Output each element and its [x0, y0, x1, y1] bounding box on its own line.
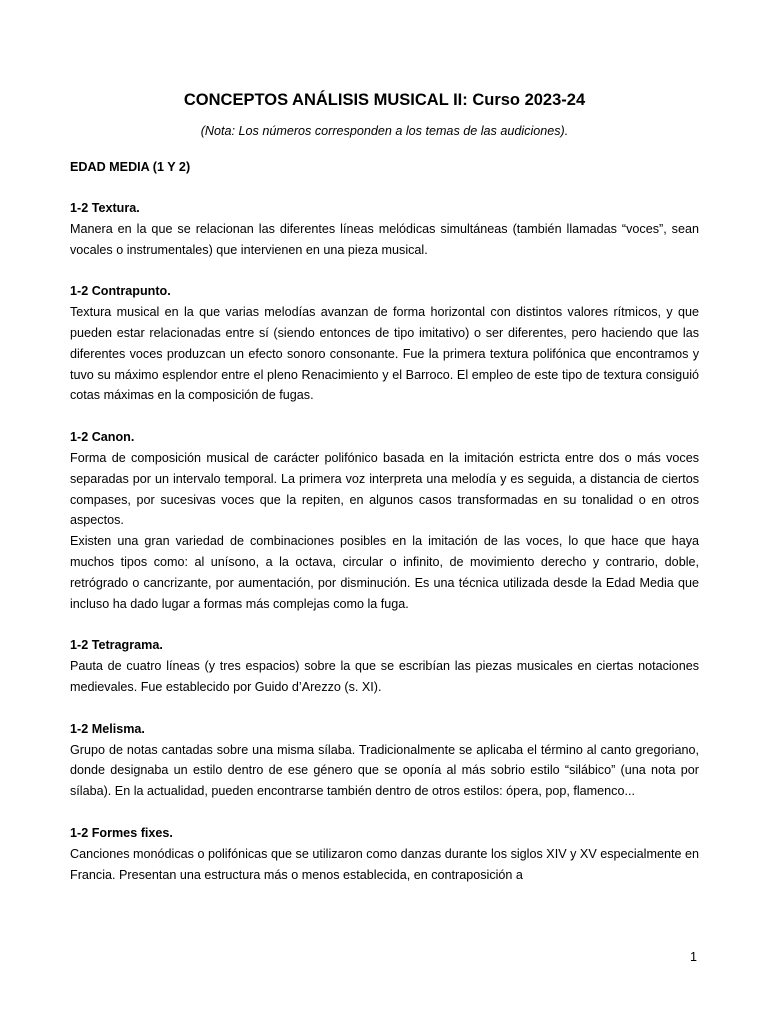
entry-paragraph: Canciones monódicas o polifónicas que se utilizaron como danzas durante los siglos XIV y XV especialmente en Francia. Presentan una estructura más o menos establecida, en contraposición a [70, 846, 699, 882]
document-page [70, 88, 699, 885]
entry-body [70, 656, 699, 698]
entry-title: 1-2 Canon. [70, 430, 135, 445]
entry-canon [70, 427, 699, 614]
entry-melisma [70, 719, 699, 802]
entry-paragraph: Pauta de cuatro líneas (y tres espacios) sobre la que se escribían las piezas musicales en ciertas notaciones medievales. Fue establecido por Guido d’Arezzo (s. XI). [70, 659, 699, 694]
entry-title: 1-2 Formes fixes. [70, 825, 173, 840]
entry-paragraph: Manera en la que se relacionan las diferentes líneas melódicas simultáneas (también llamadas “voces”, sean vocales o instrumentales) que intervienen en una pieza musical. [70, 221, 699, 257]
entry-title: 1-2 Melisma. [70, 721, 145, 736]
section-heading: EDAD MEDIA (1 Y 2) [70, 160, 191, 174]
document-title: CONCEPTOS ANÁLISIS MUSICAL II: Curso 2023-24 [183, 91, 586, 109]
entry-body [70, 448, 699, 614]
entry-contrapunto [70, 281, 699, 406]
entry-paragraph: Grupo de notas cantadas sobre una misma sílaba. Tradicionalmente se aplicaba el término al canto gregoriano, donde designaba un estilo dentro de ese género que se oponía al más sobrio estilo “silábico” (una nota por sílaba). En la actualidad, pueden encontrarse también dentro de otros estilos: ópera, pop, flamenco... [70, 742, 699, 799]
entry-paragraph: Existen una gran variedad de combinaciones posibles en la imitación de las voces, lo que hace que haya muchos tipos como: al unísono, a la octava, circular o infinito, de movimiento derecho y contrario, doble, retrógrado o cancrizante, por aumentación, por disminución. Es una técnica utilizada desde la Edad Media que incluso ha dado lugar a formas más complejas como la fuga. [70, 534, 699, 611]
entry-body [70, 740, 699, 802]
entry-title: 1-2 Tetragrama. [70, 638, 163, 653]
document-note: (Nota: Los números corresponden a los temas de las audiciones). [200, 124, 569, 138]
entry-title: 1-2 Contrapunto. [70, 284, 171, 299]
entry-tetragrama [70, 635, 699, 697]
entry-body [70, 302, 699, 406]
entry-formes-fixes [70, 823, 699, 885]
entry-paragraph: Textura musical en la que varias melodías avanzan de forma horizontal con distintos valores rítmicos, y que pueden estar relacionadas entre sí (siendo entonces de tipo imitativo) o ser diferentes, pero haciendo que las diferentes voces produzcan un efecto sonoro consonante. Fue la primera textura polifónica que encontramos y tuvo su máximo esplendor entre el pleno Renacimiento y el Barroco. El empleo de este tipo de textura consiguió cotas máximas en la composición de fugas. [70, 305, 699, 403]
entry-body [70, 844, 699, 886]
entry-paragraph: Forma de composición musical de carácter polifónico basada en la imitación estricta entre dos o más voces separadas por un intervalo temporal. La primera voz interpreta una melodía y es seguida, a distancia de ciertos compases, por sucesivas voces que la repiten, en algunos casos transformadas en su tonalidad o en otros aspectos. [70, 450, 699, 528]
entry-title: 1-2 Textura. [70, 201, 140, 215]
entry-body [70, 219, 699, 261]
entry-textura [70, 198, 699, 260]
page-number: 1 [689, 950, 697, 964]
